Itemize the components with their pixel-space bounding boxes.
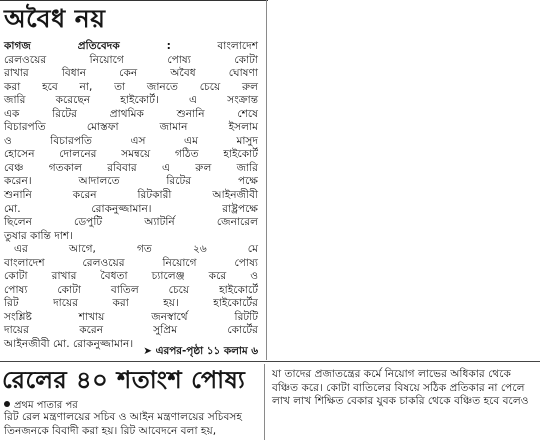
- story-line: বেঞ্চ গতকাল রবিবার এ রুল জারি: [4, 161, 258, 174]
- top-rule: [0, 0, 268, 1]
- story-line: করেন। আদালতে রিটের পক্ষে: [4, 175, 258, 188]
- story-line: রেলওয়ের নিয়োগে পোষ্য কোটা: [4, 53, 258, 66]
- story2-line: বঞ্চিত করে। কোটা বাতিলের বিষয়ে সঠিক প্রতিকার না পেলে: [272, 381, 525, 394]
- from-page-label: প্রথম পাতার পর: [14, 400, 78, 411]
- story2-headline: রেলের ৪০ শতাংশ পোষ্য: [2, 366, 246, 394]
- story-line: রাখার বিধান কেন অবৈধ ঘোষণা: [4, 67, 258, 80]
- column-divider: [266, 0, 267, 360]
- story-line: পোষ্য কোটা বাতিল চেয়ে হাইকোর্টে: [4, 283, 258, 296]
- story-line: কাগজ প্রতিবেদক : বাংলাদেশ: [4, 40, 258, 52]
- story-line: রিট দায়ের করা হয়। হাইকোর্টের: [4, 297, 258, 310]
- story-line: দায়ের করেন সুপ্রিম কোর্টের: [4, 324, 258, 337]
- story2-line: লাখ লাখ শিক্ষিত বেকার যুবক চাকরি থেকে বঞ্চিত হবে বলেও: [272, 395, 529, 407]
- story-line: জারি করেছেন হাইকোর্ট। এ সংক্রান্ত: [4, 94, 258, 107]
- story-line: সংশ্লিষ্ট শাখায় জনস্বার্থে রিটটি: [4, 310, 258, 323]
- story-line: শুনানি করেন রিটকারী আইনজীবী: [4, 189, 258, 202]
- story-line: তুষার কান্তি দাশ।: [4, 229, 73, 242]
- story-line: ছিলেন ডেপুটি অ্যাটর্নি জেনারেল: [4, 216, 258, 229]
- story-line: মো. রোকনুজ্জামান। রাষ্ট্রপক্ষে: [4, 202, 258, 215]
- story-line: এক রিটের প্রাথমিক শুনানি শেষে: [4, 107, 258, 120]
- bullet-icon: [4, 401, 10, 407]
- byline: কাগজ প্রতিবেদক :: [4, 40, 171, 52]
- story-line: আইনজীবী মো. রোকনুজ্জামান।: [4, 338, 134, 351]
- column-divider: [264, 364, 265, 440]
- continued-marker: ➤ এরপর-পৃষ্ঠা ১১ কলাম ৬: [143, 345, 258, 357]
- story-line: বিচারপতি মোস্তফা জামান ইসলাম: [4, 121, 258, 134]
- story2-line: রিট রেল মন্ত্রণালয়ের সচিব ও আইন মন্ত্রণালয়ের সচিবসহ: [4, 411, 242, 423]
- story2-right-column: [272, 368, 534, 409]
- story2-line: যা তাদের প্রজাতন্ত্রের কর্মে নিয়োগ লাভের অধিকার থেকে: [272, 368, 511, 380]
- story-headline: অবৈধ নয়: [4, 4, 106, 33]
- story-line: কোটা রাখার বৈধতা চ্যালেঞ্জ করে ও: [4, 270, 258, 283]
- section-divider: [0, 361, 540, 362]
- story-line: এর আগে, গত ২৬ মে: [14, 243, 258, 256]
- story-line: বাংলাদেশ রেলওয়ের নিয়োগে পোষ্য: [4, 256, 258, 269]
- story-line: হোসেন দোলনের সমন্বয়ে গঠিত হাইকোর্ট: [4, 148, 258, 161]
- story2-line: তিনজনকে বিবাদী করা হয়। রিট আবেদনে বলা হয়,: [4, 424, 217, 437]
- story-line: করা হবে না, তা জানতে চেয়ে রুল: [4, 80, 258, 93]
- story2-left-column: [4, 411, 262, 438]
- story-body: [4, 40, 258, 352]
- story-line: ও বিচারপতি এস এম মাসুদ: [4, 134, 258, 147]
